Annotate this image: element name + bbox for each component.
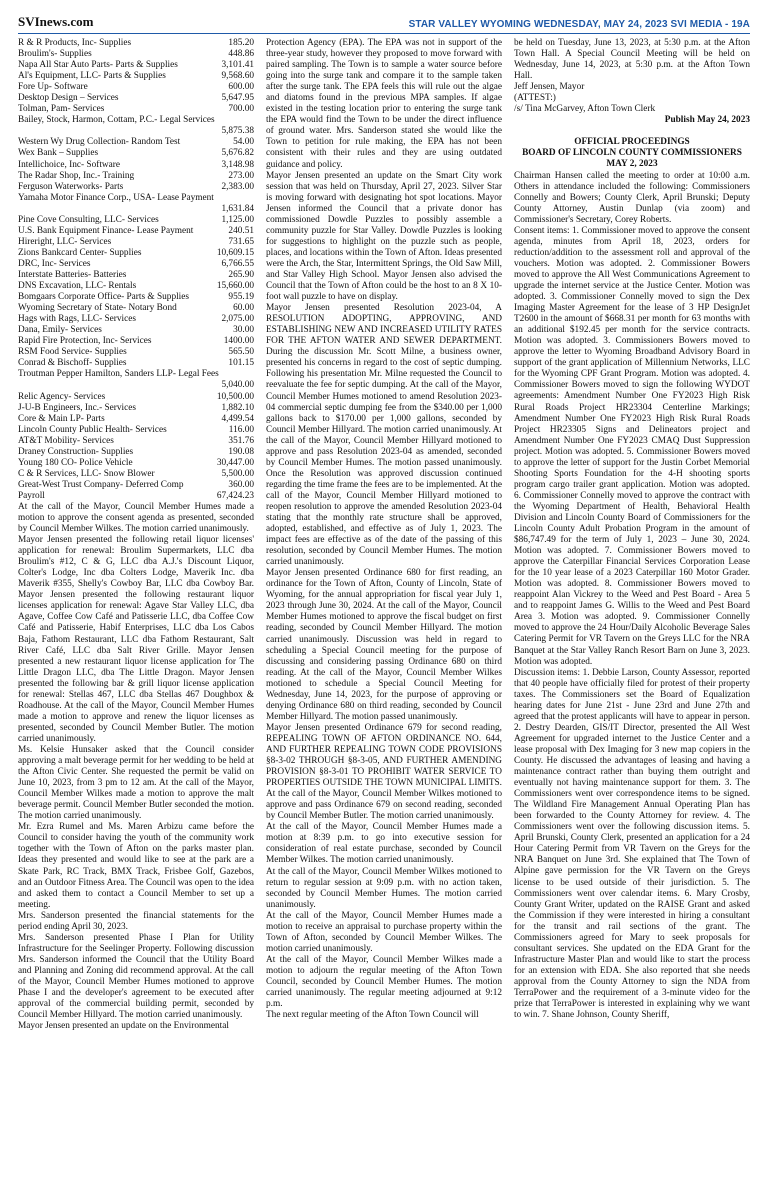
paragraph: Jeff Jensen, Mayor [514, 82, 585, 93]
publication-name: STAR VALLEY WYOMING [408, 19, 532, 30]
ledger-amount: 5,500.00 [221, 468, 254, 479]
masthead [18, 8, 750, 34]
ledger-payee: Zions Bankcard Center- Supplies [18, 247, 142, 258]
ledger-amount: 1400.00 [223, 336, 254, 347]
ledger-payee: RSM Food Service- Supplies [18, 347, 127, 358]
proceedings-heading [514, 137, 750, 170]
ledger-payee: U.S. Bank Equipment Finance- Lease Payment [18, 225, 194, 236]
ledger-payee: Desktop Design – Services [18, 93, 119, 104]
paragraph: Mr. Ezra Rumel and Ms. Maren Arbizu came before the Council to consider having the youth of the community work together with the Town of Afton on the parks master plan. Ideas they presented and would like to see at the park are a Skate Park, RC Track, BMX Track, Frisbee Golf, Gazebos, and an Outdoor Fitness Area. The Council was open to the idea and asked them to contact a Council Member to set up a meeting. [18, 822, 254, 910]
paragraph: At the call of the Mayor, Council Member Humes made a motion to approve the consent agenda as presented, seconded by Council Member Wilkes. The motion carried unanimously. [18, 501, 254, 535]
ledger-payee: J-U-B Engineers, Inc.- Services [18, 402, 136, 413]
ledger-payee: The Radar Shop, Inc.- Training [18, 170, 135, 181]
ledger-row [18, 392, 254, 403]
paragraph: Mayor Jensen presented Ordinance 680 for first reading, an ordinance for the Town of Afton, County of Lincoln, State of Wyoming, for the annual appropriation for fiscal year July 1, 2023 through June 30, 2024. At the call of the Mayor, Council Member Humes motioned to approve the fiscal budget on first reading, seconded by Council Member Hillyard. The motion carried unanimously. Discussion was held in regard to scheduling a Special Council meeting for the purpose of discussing and considering passing Ordinance 680 on third reading. At the call of the Mayor, Council Member Wilkes motioned to schedule a Special Council Meeting for Wednesday, June 14, 2023, for the purpose of approving or denying Ordinance 680 on third reading, seconded by Council Member Hillyard. The motion passed unanimously. [266, 568, 502, 722]
heading-line: OFFICIAL PROCEEDINGS [574, 137, 690, 148]
paragraph: /s/ Tina McGarvey, Afton Town Clerk [514, 104, 656, 115]
ledger-amount: 6,766.55 [221, 258, 254, 269]
ledger-amount: 67,424.23 [216, 490, 254, 501]
paragraph: be held on Tuesday, June 13, 2023, at 5:30 p.m. at the Afton Town Hall. A Special Council Meeting will be held on Wednesday, June 14, 2023, at 5:30 p.m. at the Afton Town Hall. [514, 38, 750, 82]
ledger-amount: 116.00 [228, 424, 254, 435]
ledger-row [18, 281, 254, 292]
ledger-row [18, 38, 254, 49]
ledger-row [18, 403, 254, 414]
ledger-payee: Young 180 CO- Police Vehicle [18, 457, 133, 468]
ledger-row [18, 259, 254, 270]
ledger-amount: 5,676.82 [221, 148, 254, 159]
ledger-amount: 351.76 [228, 435, 254, 446]
paragraph: Discussion items: 1. Debbie Larson, County Assessor, reported that 40 people have officially filed for protest of their property taxes. The Commissioners set the Board of Equalization hearing dates for June 21st - June 23rd and June 27th and agreed that the protest applicants will have to appear in person. 2. Destry Dearden, GIS/IT Director, presented the All West Agreement for upgraded internet to the Justice Center and a lease proposal with Dex Imaging for 3 new map copiers in the County. He discussed the advantages of leasing and having a maintenance contract rather than buying them outright and eventually not having maintenance support for them. 3. The Commissioners went over correspondence items to be signed. The Wildland Fire Management Annual Operating Plan has been forwarded to the County Attorney for review. 4. The Commissioners went over the following discussion items. 5. April Brunski, County Clerk, presented an application for a 24 Hour Catering Permit from VR Tavern on the Greys for the NRA Banquet on June 3rd. She explained that The Town of Alpine gave permission for the VR Tavern on the Greys license to be used outside of their jurisdiction. 5. The Commissioners went over calendar items. 6. Mary Crosby, County Grant Writer, updated on the RAISE Grant and asked the Commission if they were interested in hiring a consultant for the transit and rail sections of the grant. The Commissioners agreed for Mary to seek proposals for consultant services. She updated on the EDA Grant for the Infrastructure Master Plan and would like to start the process for an extension with EDA. She also reported that she needs approval from the County Attorney to sign the NDA from TerraPower and the requirement of a 3-minute video for the prize that TerraPower is interested in explaining why we want to win. 7. Shane Johnson, County Sheriff, [514, 667, 750, 1021]
ledger-row [18, 104, 254, 115]
town-council-minutes-part-2 [266, 38, 502, 1021]
ledger-row [18, 160, 254, 171]
ledger-payee: Conrad & Bischoff- Supplies [18, 358, 127, 369]
paragraph: At the call of the Mayor, Council Member Wilkes motioned to return to regular session at 9:09 p.m. with no action taken, seconded by Council Member Humes. The motion carried unanimously. [266, 866, 502, 910]
ledger-amount: 5,875.38 [221, 126, 254, 137]
ledger-row [18, 137, 254, 148]
ledger-row [18, 458, 254, 469]
ledger-amount: 101.15 [228, 358, 254, 369]
ledger-amount: 10,609.15 [216, 247, 254, 258]
ledger-amount: 700.00 [228, 104, 254, 115]
site-name[interactable]: SVInews.com [18, 14, 94, 29]
ledger-payee: Lincoln County Public Health- Services [18, 424, 167, 435]
ledger-amount: 600.00 [228, 82, 254, 93]
ledger-row [18, 148, 254, 159]
ledger-row [18, 71, 254, 82]
ledger-amount: 9,568.60 [221, 71, 254, 82]
ledger-payee: Western Wy Drug Collection- Random Test [18, 137, 181, 148]
ledger-amount: 3,101.41 [221, 60, 254, 71]
ledger-amount: 15,660.00 [216, 281, 254, 292]
issue-date: WEDNESDAY, MAY 24, 2023 [533, 19, 668, 30]
ledger-payee: Rapid Fire Protection, Inc- Services [18, 336, 152, 347]
paragraph: Protection Agency (EPA). The EPA was not in support of the three-year study, however they proposed to move forward with paired sampling. The Town is to sample a water source before going into the surge tank and compare it to the sample taken after the surge tank. The EPA feels this will rule out the algae and diatoms found in the previous MPA samples. If algae existed in the testing location prior to entering the surge tank the EPA would find the Town to be under the direct influence of ground water. Mrs. Sanderson stated she would like the Town to petition for rule making, the EPA has not been consistent with their rules and they are using outdated guidance and policy. [266, 38, 502, 170]
ledger-row [18, 491, 254, 502]
ledger-row [18, 347, 254, 358]
ledger-payee: Interstate Batteries- Batteries [18, 269, 127, 280]
ledger-amount: 185.20 [228, 38, 254, 48]
ledger-amount: 10,500.00 [216, 391, 254, 402]
ledger-payee: Pine Cove Consulting, LLC- Services [18, 214, 159, 225]
ledger-row [18, 436, 254, 447]
ledger-row [18, 325, 254, 336]
ledger-row [18, 480, 254, 491]
ledger-payee: Wyoming Secretary of State- Notary Bond [18, 303, 177, 314]
ledger-row [18, 270, 254, 281]
ledger-payee: Dana, Emily- Services [18, 325, 102, 336]
town-council-minutes-part-1 [18, 502, 254, 1032]
section-page: SVI MEDIA - 19A [670, 19, 750, 30]
ledger-amount: 5,040.00 [221, 380, 254, 391]
ledger-amount: 3,148.98 [221, 159, 254, 170]
ledger-row [18, 215, 254, 226]
ledger-amount: 731.65 [228, 236, 254, 247]
ledger-row [18, 226, 254, 237]
ledger-amount: 54.00 [233, 137, 254, 148]
ledger-amount: 2,075.00 [221, 314, 254, 325]
ledger-amount: 2,383.00 [221, 181, 254, 192]
ledger-row [18, 336, 254, 347]
ledger-amount: 265.90 [228, 269, 254, 280]
ledger-amount: 5,647.95 [221, 93, 254, 104]
ledger-payee: R & R Products, Inc- Supplies [18, 38, 132, 48]
ledger-amount: 955.19 [228, 292, 254, 303]
ledger-amount: 190.08 [228, 446, 254, 457]
signature-block [514, 82, 750, 115]
ledger-amount: 1,882.10 [221, 402, 254, 413]
ledger-payee: Napa All Star Auto Parts- Parts & Supplies [18, 60, 178, 71]
ledger-row [18, 314, 254, 325]
ledger-payee: Intellichoice, Inc- Software [18, 159, 120, 170]
ledger-payee: Payroll [18, 490, 45, 501]
ledger-row [18, 49, 254, 60]
ledger-amount: 240.51 [228, 225, 254, 236]
ledger-payee: Bomgaars Corporate Office- Parts & Supplies [18, 292, 190, 303]
column-1 [18, 38, 254, 1187]
ledger-row [18, 93, 254, 104]
paragraph: At the call of the Mayor, Council Member Humes made a motion to receive an appraisal to purchase property within the Town of Afton, seconded by Council Member Wilkes. The motion carried unanimously. [266, 910, 502, 954]
paragraph: Mrs. Sanderson presented Phase I Plan for Utility Infrastructure for the Seelinger Property. Following discussion Mrs. Sanderson informed the Council that the Utility Board and Planning and Zoning did recommend approval. At the call of the Mayor, Council Member Humes motioned to approve Phase I and the developer's agreement to be executed after approval of the commercial building permit, seconded by Council Member Hillyard. The motion carried unanimously. [18, 932, 254, 1021]
ledger-row [18, 82, 254, 93]
heading-line: BOARD OF LINCOLN COUNTY COMMISSIONERS [522, 148, 742, 159]
ledger-payee: Al's Equipment, LLC- Parts & Supplies [18, 71, 166, 82]
paragraph: Chairman Hansen called the meeting to order at 10:00 a.m. Others in attendance included the following: Commissioners Connelly and Bowers; County Clerk, April Brunski; Deputy County Attorney, Austin Dunlap (via zoom) and Commissioner's Secretary, Corey Roberts. [514, 170, 750, 225]
paragraph: (ATTEST:) [514, 93, 556, 104]
ledger-payee: Draney Construction- Supplies [18, 446, 134, 457]
column-3 [514, 38, 750, 1187]
town-council-minutes-part-3 [514, 38, 750, 82]
ledger-amount: 565.50 [228, 347, 254, 358]
ledger-row [18, 292, 254, 303]
ledger-payee: Great-West Trust Company- Deferred Comp [18, 479, 184, 490]
county-commissioners-minutes [514, 171, 750, 1022]
ledger-amount: 1,631.84 [221, 203, 254, 214]
ledger-payee: Hireright, LLC- Services [18, 236, 112, 247]
ledger-payee: Ferguson Waterworks- Parts [18, 181, 124, 192]
ledger-amount: 360.00 [228, 479, 254, 490]
ledger-row [18, 414, 254, 425]
ledger-row [18, 182, 254, 193]
ledger-row [18, 248, 254, 259]
ledger-row [18, 469, 254, 480]
ledger-row [18, 237, 254, 248]
paragraph: At the call of the Mayor, Council Member Humes made a motion at 8:39 p.m. to go into executive session for consideration of real estate purchase, seconded by Council Member Wilkes. The motion carried unanimously. [266, 822, 502, 866]
ledger-payee: DNS Excavation, LLC- Rentals [18, 281, 137, 292]
ledger-row [18, 425, 254, 436]
ledger-payee: Tolman, Pam- Services [18, 104, 105, 115]
ledger-row [18, 447, 254, 458]
ledger-amount: 1,125.00 [221, 214, 254, 225]
ledger-amount: 60.00 [233, 303, 254, 314]
ledger-payee: Hags with Rags, LLC- Services [18, 314, 136, 325]
ledger-payee: Troutman Pepper Hamilton, Sanders LLP- Legal Fees [18, 369, 219, 380]
ledger-row [18, 171, 254, 182]
ledger-payee: AT&T Mobility- Services [18, 435, 114, 446]
paragraph: Consent items: 1. Commissioner moved to approve the consent agenda, minutes from April 18, 2023, orders for reduction/addition to the assessment roll and approval of the vouchers. Motion was adopted. 2. Commissioner Bowers moved to approve the All West Communications Agreement to upgrade the internet service at the Justice Center. Motion was adopted. 3. Commissioner Connelly moved to sign the Dex Imaging Master Agreement for the lease of 3 HP DesignJet T2600 in the amount of $668.31 per month for 63 months with an additional $192.45 per month for the service contracts. Motion was adopted. 3. Commissioners Bowers moved to approve the letter to Wyoming Broadband Advisory Board in support of the grant application of Millennium Networks, LLC for the Wyoming CPF Grant Program. Motion was adopted. 4. Commissioner Bowers moved to sign the following WYDOT agreements: Amendment Number One FY2023 High Risk Rural Roads Project HR23304 Centerline Markings; Amendment Number One FY2023 High Risk Rural Roads Project HR23305 Signs and Delineators project and Amendment Number One FY2023 CMAQ Dust Suppression project. Motion was adopted. 5. Commissioner Bowers moved to approve the letter of support for the Justin Corbet Memorial Shooting Sports Foundation for the 4-H shooting sports program cargo trailer grant application. Motion was adopted. 6. Commissioner Connelly moved to approve the contract with the Wyoming Department of Health, Behavioral Health Division and Lincoln County Board of Commissioners for the Lincoln County Adult Probation Program in the amount of $86,747.49 for the term of July 1, 2023 – June 30, 2024. Motion was adopted. 7. Commissioner Bowers moved to approve the Caterpillar Financial Services Corporation Lease for the 10 year lease of a 2023 Caterpillar 160 Motor Grader. Motion was adopted. 8. Commissioner Bowers moved to reappoint Alan Vickrey to the Weed and Pest Board - Area 5 and to reappoint James G. Willis to the Weed and Pest Board Area 3. Motion was adopted. 9. Commissioner Connelly moved to approve the 24 Hour/Daily Alcoholic Beverage Sales Catering Permit for VR Tavern on the Greys LLC for the NRA Banquet at the Star Valley Ranch Resort Barn on June 3, 2023. Motion was adopted. [514, 225, 750, 667]
ledger-payee: Wex Bank – Supplies [18, 148, 99, 159]
ledger-row [18, 60, 254, 71]
ledger-payee: Bailey, Stock, Harmon, Cottam, P.C.- Legal Services [18, 115, 215, 126]
ledger-payee: Broulim's- Supplies [18, 49, 92, 60]
ledger-payee: Relic Agency- Services [18, 391, 106, 402]
ledger-amount: 448.86 [228, 49, 254, 60]
paragraph: Mayor Jensen presented the following retail liquor licenses' application for renewal: Broulim Supermarkets, LLC dba Broulim's #12, C & G, LLC dba A.J.'s Discount Liquor, Colter's Lodge, Inc dba Colters Lodge, Maverik Inc. dba Maverik #355, Shelly's Cowboy Bar, LLC dba Cowboy Bar. Mayor Jensen presented the following restaurant liquor licenses application for renewal: Agave Star Valley LLC, dba Agave, Coffee Cow Café and Patisserie LLC, dba Coffee Cow Café and Patisserie, Habif Enterprises, LLC dba Los Cabos Baja, Fathom Restaurant, LLC dba Fathom Restaurant, Salt River Café, LLC dba Salt River Grille. Mayor Jensen presented a new restaurant liquor license application for The Little Dragon LLC, dba The Little Dragon. Mayor Jensen presented the following bar & grill liquor license application for renewal: Stellas 467, LLC dba Stellas 467 Doughbox & Roadhouse. At the call of the Mayor, Council Member Humes made a motion to approve and renew the liquor licenses as presented, seconded by Council Member Butler. The motion carried unanimously. [18, 535, 254, 744]
folio [409, 19, 750, 30]
ledger-amount: 30.00 [233, 325, 254, 336]
paragraph: The next regular meeting of the Afton Town Council will [266, 1010, 479, 1021]
ledger-row [18, 358, 254, 369]
paragraph: Ms. Kelsie Hunsaker asked that the Council consider approving a malt beverage permit for her wedding to be held at the Afton Civic Center. She requested the permit be valid on June 10, 2023, from 3 pm to 12 am. At the call of the Mayor, Council Member Wilkes made a motion to approve the malt beverage permit. Council Member Butler seconded the motion. The motion carried unanimously. [18, 745, 254, 822]
paragraph: Mayor Jensen presented Resolution 2023-04, A RESOLUTION ADOPTING, APPROVING, AND ESTABLISHING NEW AND INCREASED UTILITY RATES FOR THE AFTON WATER AND SEWER DEPARTMENT. During the discussion Mr. Scott Milne, a business owner, presented his concerns in regard to the cost of septic dumping. Following his presentation Mr. Milne requested the Council to reevaluate the fee for septic dumping. At the call of the Mayor, Council Member Humes motioned to amend Resolution 2023-04 commercial septic dumping fee from the $340.00 per 1,000 gallons back to $170.00 per 1,000 gallons, seconded by Council Member Hillyard. The motion carried unanimously. At the call of the Mayor, Council Member Hillyard motioned to approve and pass Resolution 2023-04 as amended, seconded by Council Member Humes. The motion passed unanimously. Once the Resolution was approved discussion continued regarding the time frame the fees are to be implemented. At the call of the Mayor, Council Member Hillyard motioned to reopen resolution to approve the amended Resolution 2023-04 stating that the monthly rate structure shall be approved, adopted, established, and effective as of July 1, 2023. The impact fees are effective as of the date of the passing of this resolution, seconded by Council Member Humes. The motion carried unanimously. [266, 303, 502, 568]
paragraph: Mayor Jensen presented an update on the Environmental [18, 1021, 229, 1032]
payment-ledger [18, 38, 254, 502]
paragraph: At the call of the Mayor, Council Member Wilkes made a motion to adjourn the regular meeting of the Afton Town Council, seconded by Council Member Humes. The motion carried unanimously. The regular meeting adjourned at 9:12 p.m. [266, 954, 502, 1010]
ledger-amount: 4,499.54 [221, 413, 254, 424]
paragraph: Mayor Jensen presented an update on the Smart City work session that was held on Thursday, April 27, 2023. Silver Star is moving forward with designating hot spot locations. Mayor Jensen informed the Council that a private donor has commissioned Dowdle Puzzles to possibly assemble a community puzzle for Star Valley. Dowdle Puzzles is looking for suggestions to highlight on the puzzle such as people, places, and locations within the Town of Afton. Ideas presented were the Arch, the Star, Intermittent Springs, the Old Saw Mill, and Star Valley High School. Mayor Jensen also advised the Council that the Town of Afton could be the host to an 8 X 10-foot wall puzzle to have on display. [266, 170, 502, 303]
ledger-amount: 273.00 [228, 170, 254, 181]
column-2 [266, 38, 502, 1187]
article-columns [18, 38, 750, 1187]
ledger-payee: Core & Main LP- Parts [18, 413, 105, 424]
ledger-payee: C & R Services, LLC- Snow Blower [18, 468, 155, 479]
ledger-payee: Yamaha Motor Finance Corp., USA- Lease Payment [18, 192, 214, 203]
ledger-payee: DRC, Inc- Services [18, 258, 91, 269]
ledger-payee: Fore Up- Software [18, 82, 88, 93]
paragraph: Mrs. Sanderson presented the financial statements for the period ending April 30, 2023. [18, 910, 254, 932]
ledger-amount: 30,447.00 [216, 457, 254, 468]
ledger-row [18, 303, 254, 314]
heading-line: MAY 2, 2023 [606, 159, 658, 170]
publish-date: Publish May 24, 2023 [664, 115, 750, 126]
paragraph: Mayor Jensen presented Ordinance 679 for second reading, REPEALING TOWN OF AFTON ORDINANCE NO. 644, AND FURTHER REPEALING TOWN CODE PROVISIONS §8-3-02 THROUGH §8-3-05, AND FURTHER AMENDING PROVISION §8-3-01 TO PROHIBIT WATER SERVICE TO PROPERTIES OUTSIDE THE TOWN MUNICIPAL LIMITS. At the call of the Mayor, Council Member Wilkes motioned to approve and pass Ordinance 679 on second reading, seconded by Council Member Butler. The motion carried unanimously. [266, 722, 502, 822]
